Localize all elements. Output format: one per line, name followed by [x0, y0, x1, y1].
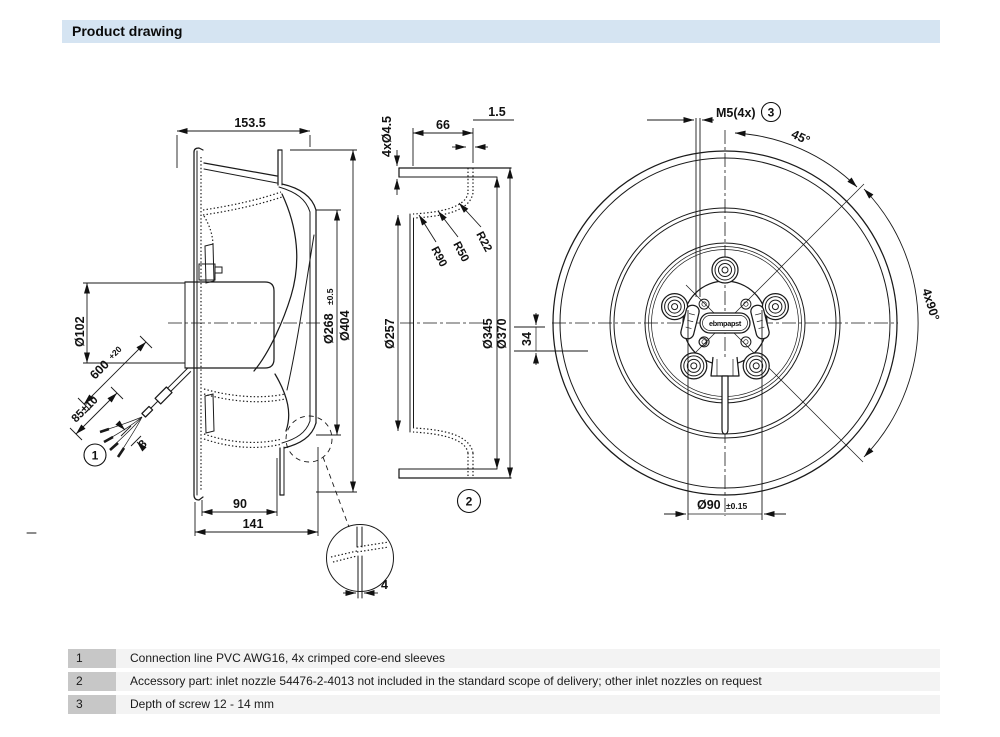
svg-text:45°: 45° [789, 127, 813, 148]
dim-flange-holes [380, 116, 397, 195]
terminal-box [199, 264, 222, 280]
crimped-wires [100, 417, 142, 457]
callout-1 [84, 444, 106, 466]
note-number: 3 [68, 695, 116, 714]
svg-text:153.5: 153.5 [234, 116, 266, 130]
dim-wall-thickness [452, 105, 514, 147]
front-ring [278, 150, 316, 495]
svg-text:Ø345: Ø345 [481, 318, 495, 349]
svg-text:4xØ4.5: 4xØ4.5 [380, 115, 394, 157]
dim-angle-45 [735, 127, 857, 187]
note-row [68, 672, 940, 691]
notes-table [68, 649, 940, 718]
note-row [68, 695, 940, 714]
svg-text:4: 4 [381, 578, 388, 592]
note-text: Connection line PVC AWG16, 4x crimped core-end sleeves [130, 651, 446, 665]
note-text: Accessory part: inlet nozzle 54476-2-4013 not included in the standard scope of delivery; other inlet nozzles on request [130, 674, 762, 688]
svg-text:600: 600 [87, 357, 112, 383]
svg-text:3: 3 [767, 105, 775, 120]
side-view-drawing [70, 116, 394, 598]
dim-nozzle-depth [514, 313, 588, 365]
svg-text:±0.15: ±0.15 [726, 501, 748, 511]
dim-impeller-depth [202, 458, 277, 516]
callout-3 [762, 103, 781, 122]
detail-view [286, 416, 394, 598]
note-row [68, 649, 940, 668]
svg-text:Ø90: Ø90 [697, 498, 721, 512]
svg-text:141: 141 [242, 517, 264, 531]
svg-text:R50: R50 [450, 239, 471, 265]
svg-text:Ø370: Ø370 [495, 318, 509, 349]
svg-text:66: 66 [436, 118, 450, 132]
dim-flange-width [413, 118, 473, 166]
dim-throat-dia [383, 215, 398, 431]
svg-text:+20: +20 [106, 344, 124, 362]
svg-text:8: 8 [136, 438, 150, 452]
svg-text:4x90°: 4x90° [919, 286, 943, 323]
radius-callouts [419, 203, 494, 269]
svg-text:1.5: 1.5 [488, 105, 506, 119]
svg-text:34: 34 [520, 332, 534, 346]
svg-text:Ø257: Ø257 [383, 318, 397, 349]
motor-body [185, 282, 274, 368]
impeller-section [203, 163, 314, 447]
back-plate [194, 148, 203, 500]
front-view-drawing [552, 103, 942, 521]
svg-text:R22: R22 [473, 229, 494, 255]
callout-2 [458, 490, 481, 513]
svg-text:M5(4x): M5(4x) [716, 106, 756, 120]
svg-text:1: 1 [91, 448, 99, 463]
brand-logo-text: ebmpapst [708, 319, 742, 328]
svg-text:2: 2 [465, 494, 473, 509]
note-number: 1 [68, 649, 116, 668]
inlet-nozzle-drawing [380, 105, 588, 513]
svg-text:R90: R90 [428, 244, 449, 270]
page-title: Product drawing [72, 23, 183, 39]
svg-text:Ø404: Ø404 [338, 310, 352, 341]
note-number: 2 [68, 672, 116, 691]
note-text: Depth of screw 12 - 14 mm [130, 697, 275, 711]
svg-text:Ø268: Ø268 [322, 313, 336, 344]
svg-text:±0.5: ±0.5 [325, 288, 335, 305]
hub-name-plate [700, 313, 750, 333]
dim-strip-length [70, 387, 123, 440]
svg-text:85±10: 85±10 [69, 394, 101, 426]
svg-text:90: 90 [233, 497, 247, 511]
svg-text:Ø102: Ø102 [73, 316, 87, 347]
